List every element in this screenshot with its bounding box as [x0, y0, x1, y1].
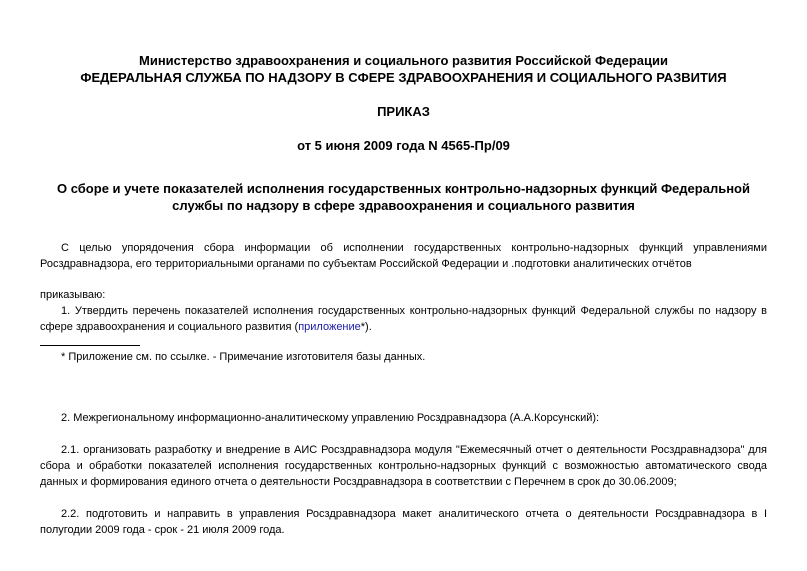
appendix-link[interactable]: приложение — [298, 321, 361, 333]
item-1-text: 1. Утвердить перечень показателей исполнения государственных контрольно-надзорных функций Федеральной службы по надзору в сфере здравоохранения и социального развития ( — [40, 305, 767, 333]
document-date-number: от 5 июня 2009 года N 4565-Пр/09 — [297, 138, 510, 153]
document-title: О сборе и учете показателей исполнения государственных контрольно-надзорных функций Федеральной службы по надзору в сфере здравоохранения и социального развития — [57, 181, 750, 213]
footnote-divider — [40, 345, 140, 346]
order-word: приказываю: — [40, 289, 106, 301]
ministry-name: Министерство здравоохранения и социального развития Российской Федерации — [139, 53, 668, 68]
footnote: * Приложение см. по ссылке. - Примечание изготовителя базы данных. — [61, 351, 426, 363]
document-type: ПРИКАЗ — [377, 104, 430, 119]
item-1-tail: *). — [360, 321, 372, 333]
item-1-paragraph — [40, 303, 767, 335]
item-2-2-paragraph: 2.2. подготовить и направить в управления Росздравнадзора макет аналитического отчета о деятельности Росздравнадзора в I полугодии 2009 года - срок - 21 июля 2009 года. — [40, 508, 767, 536]
service-name: ФЕДЕРАЛЬНАЯ СЛУЖБА ПО НАДЗОРУ В СФЕРЕ ЗДРАВООХРАНЕНИЯ И СОЦИАЛЬНОГО РАЗВИТИЯ — [80, 70, 727, 85]
item-2-paragraph: 2. Межрегиональному информационно-аналитическому управлению Росздравнадзора (А.А.Корсунский): — [61, 412, 600, 424]
intro-paragraph: С целью упорядочения сбора информации об исполнении государственных контрольно-надзорных функций управлениями Росздравнадзора, его территориальными органами по субъектам Российской Федерации и .подготовки аналитических отчётов — [40, 242, 767, 270]
item-2-1-paragraph: 2.1. организовать разработку и внедрение в АИС Росздравнадзора модуля "Ежемесячный отчет о деятельности Росздравнадзора" для сбора и обработки показателей исполнения государственных контрольно-надзорных функций с возможностью автоматического свода данных и формирования единого отчета о деятельности Росздравнадзора в соответствии с Перечнем в срок до 30.06.2009; — [40, 444, 767, 488]
